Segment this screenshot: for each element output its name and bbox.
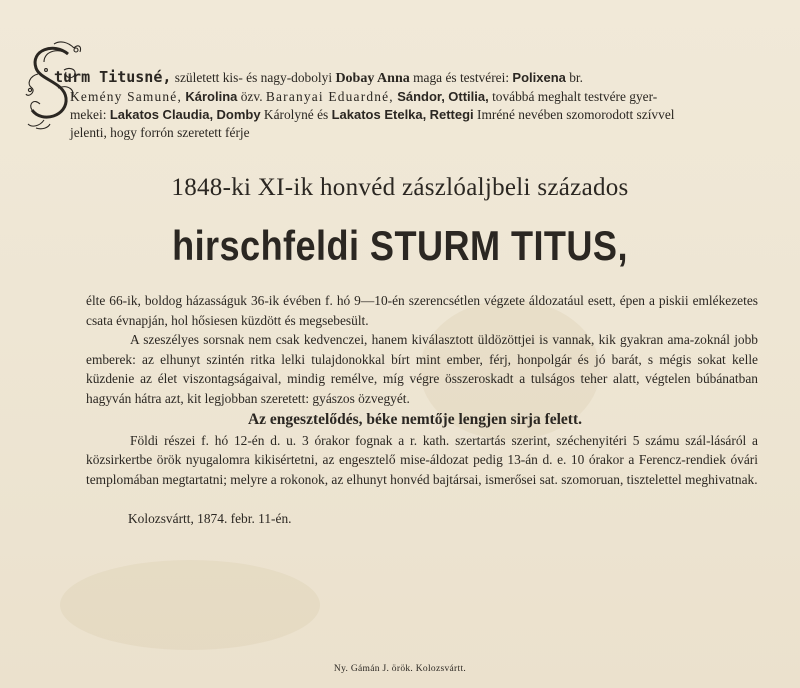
intro-text-span: jelenti, hogy forrón szeretett férje — [70, 125, 250, 140]
relative-name: Lakatos Claudia, — [109, 107, 214, 122]
deceased-name: hirschfeldi STURM TITUS, — [172, 222, 628, 269]
motto: Az engesztelődés, béke nemtője lengjen sirja felett. — [247, 410, 582, 428]
intro-text-span: született kis- és nagy-dobolyi — [174, 70, 333, 85]
sibling-name: Károlina — [185, 89, 238, 104]
body-paragraph-3: Földi részei f. hó 12-én d. u. 3 órakor fognak a r. kath. szertartás szerint, széchenyitéri 5 számu szál-lásáról a közsirkertbe örök nyugalomra kikisértetni, az engesztelő mise-áldozat pedig 13-án d. e. 10 órakor a Ferencz-rendiek óvári templomában megtartatni; melyre a rokonok, az elhunyt honvéd bajtársai, ismerősei sat. szomoruan, tisztelettel meghivatnak. — [86, 432, 758, 487]
printer-imprint: Ny. Gámán J. örök. Kolozsvártt. — [333, 664, 467, 674]
paper-stain — [60, 560, 320, 650]
sibling-name: Polixena — [512, 70, 566, 85]
sibling-married-name: Kemény Samuné, — [70, 89, 182, 104]
relative-name: Rettegi — [429, 107, 474, 122]
sibling-name: Ottilia, — [448, 89, 489, 104]
body-paragraph-2: A szeszélyes sorsnak nem csak kedvenczei, hanem kiválasztott üldözöttjei is vannak, kik gyakran ama-zoknál jobb emberek: az elhunyt szintén ritka lelki tulajdonokkal bírt mint ember, férj, honpolgár és jó barát, s mégis sokat kelle küzdenie az élet viszontagságaival, mindig remélve, míg végre összeroskadt a tulságos teher alatt, végtelen búbánatban hagyván hátra azt, kit legjobban szeretett: gyászos özvegyét. — [86, 332, 758, 406]
place-date: Kolozsvártt, 1874. febr. 11-én. — [128, 511, 292, 526]
obituary-body — [86, 291, 758, 489]
intro-text-span: továbbá meghalt testvére gyer- — [492, 89, 658, 104]
intro-block — [24, 40, 784, 142]
intro-text-span: özv. — [240, 89, 263, 104]
widow-name: turm Titusné, — [54, 68, 172, 86]
body-paragraph-1: élte 66-ik, boldog házasságuk 36-ik évében f. hó 9—10-én szerencsétlen végzete áldozatául esett, épen a piskii emlékezetes csata évnapján, hol hősiesen küzdött és megsebesült. — [86, 293, 758, 328]
ornamental-s-icon — [24, 40, 84, 132]
deceased-rank: 1848-ki XI-ik honvéd zászlóaljbeli százados — [171, 174, 629, 201]
intro-text-span: Imréné nevében szomorodott szívvel — [477, 107, 675, 122]
sibling-married-name: Baranyai Eduardné, — [265, 89, 394, 104]
intro-text-span: mekei: — [70, 107, 107, 122]
relative-name: Lakatos Etelka, — [331, 107, 427, 122]
intro-text-span: br. — [569, 70, 583, 85]
sibling-name: Sándor, — [397, 89, 445, 104]
intro-text-span: Károlyné és — [263, 107, 329, 122]
intro-paragraph — [24, 40, 784, 142]
intro-text-span: maga és testvérei: — [413, 70, 510, 85]
relative-name: Domby — [216, 107, 261, 122]
maiden-name: Dobay Anna — [335, 71, 410, 86]
